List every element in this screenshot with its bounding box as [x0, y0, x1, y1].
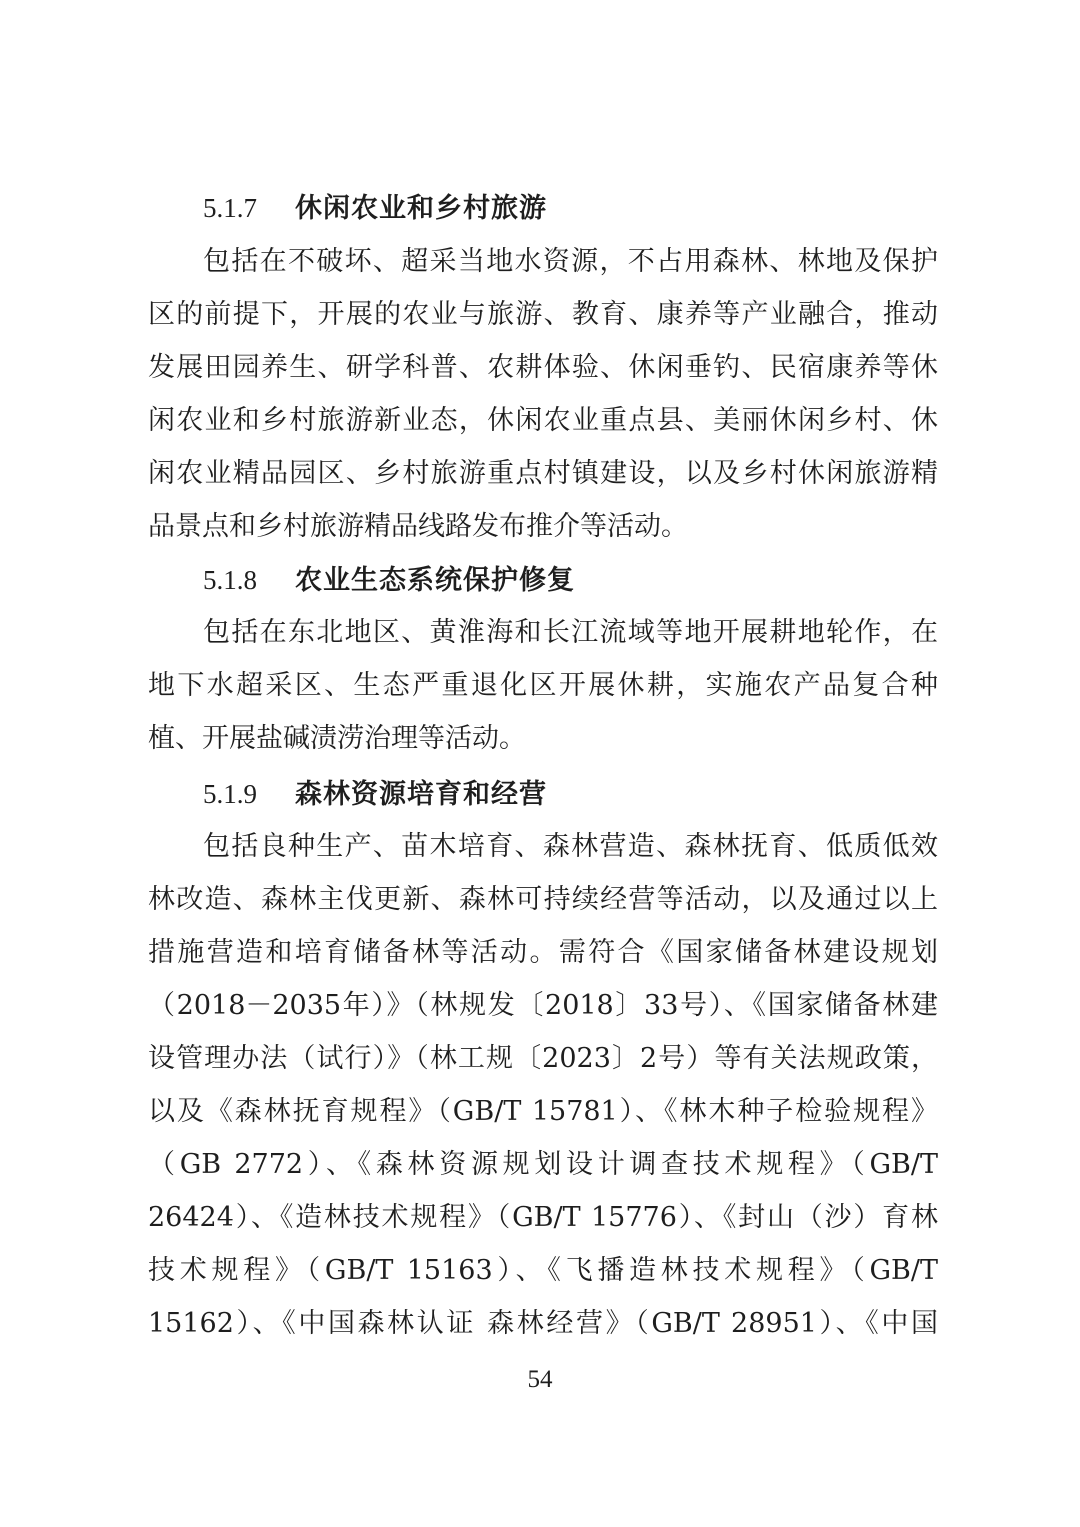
paragraph-line: （2018－2035年）》（林规发〔2018〕33号）、《国家储备林建: [148, 990, 938, 1021]
paragraph-line: 地下水超采区、生态严重退化区开展休耕，实施农产品复合种: [148, 670, 938, 701]
paragraph-line: 包括良种生产、苗木培育、森林营造、森林抚育、低质低效: [203, 831, 938, 862]
paragraph-line: 林改造、森林主伐更新、森林可持续经营等活动，以及通过以上: [148, 884, 938, 915]
paragraph-line: 发展田园养生、研学科普、农耕体验、休闲垂钓、民宿康养等休: [148, 352, 938, 383]
section-heading-5-1-7: [203, 188, 547, 228]
paragraph-line: 包括在不破坏、超采当地水资源，不占用森林、林地及保护: [203, 246, 938, 277]
paragraph-line: 措施营造和培育储备林等活动。需符合《国家储备林建设规划: [148, 937, 938, 968]
section-number: 5.1.7: [203, 193, 257, 223]
section-title: 休闲农业和乡村旅游: [295, 193, 547, 224]
paragraph-line: 包括在东北地区、黄淮海和长江流域等地开展耕地轮作，在: [203, 617, 938, 648]
paragraph-line: 15162）、《中国森林认证 森林经营》（GB/T 28951）、《中国: [148, 1308, 938, 1339]
section-number: 5.1.9: [203, 779, 257, 809]
paragraph-line: 以及《森林抚育规程》（GB/T 15781）、《林木种子检验规程》: [148, 1096, 938, 1127]
section-heading-5-1-8: [203, 560, 575, 600]
paragraph-line: 品景点和乡村旅游精品线路发布推介等活动。: [148, 511, 688, 542]
section-heading-5-1-9: [203, 774, 547, 814]
paragraph-line: 闲农业精品园区、乡村旅游重点村镇建设，以及乡村休闲旅游精: [148, 458, 938, 489]
section-number: 5.1.8: [203, 565, 257, 595]
section-title: 农业生态系统保护修复: [295, 565, 575, 596]
paragraph-line: 技术规程》（GB/T 15163）、《飞播造林技术规程》（GB/T: [148, 1255, 938, 1286]
paragraph-line: 闲农业和乡村旅游新业态，休闲农业重点县、美丽休闲乡村、休: [148, 405, 938, 436]
paragraph-line: （GB 2772）、《森林资源规划设计调查技术规程》（GB/T: [148, 1149, 938, 1180]
page-number: 54: [527, 1366, 553, 1393]
section-title: 森林资源培育和经营: [295, 779, 547, 810]
paragraph-line: 设管理办法（试行）》（林工规〔2023〕2号）等有关法规政策，: [148, 1043, 938, 1074]
paragraph-line: 区的前提下，开展的农业与旅游、教育、康养等产业融合，推动: [148, 299, 938, 330]
paragraph-line: 26424）、《造林技术规程》（GB/T 15776）、《封山（沙）育林: [148, 1202, 938, 1233]
paragraph-line: 植、开展盐碱渍涝治理等活动。: [148, 723, 526, 754]
